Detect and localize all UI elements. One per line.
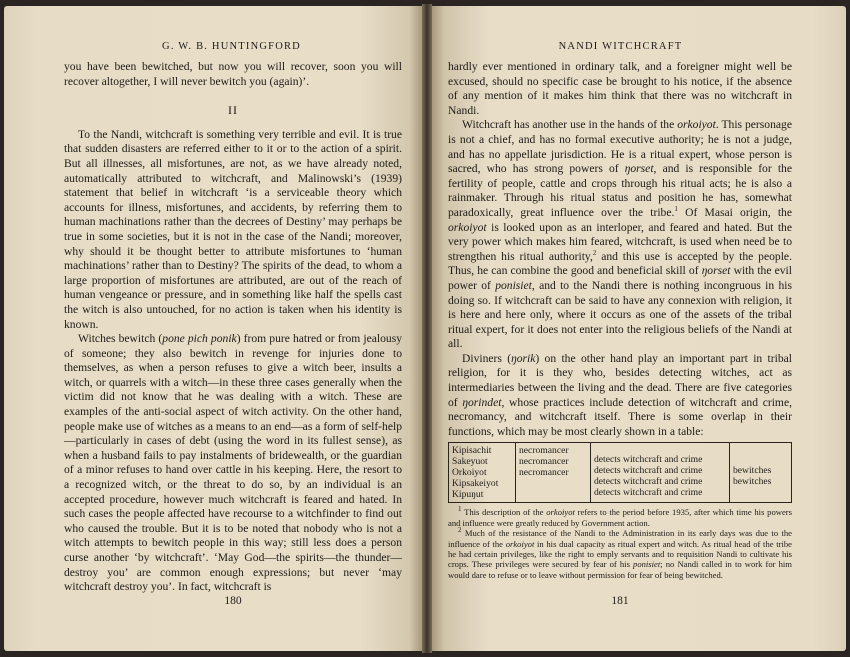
right-page-body xyxy=(448,60,792,580)
left-page-body xyxy=(64,60,402,595)
footnote-ref-1: 1 xyxy=(674,205,678,214)
footnote-1: $^1$ This description of the orkoiyot refers to the period before 1935, after which time his powers and influence were greatly reduced by Government action. xyxy=(448,505,792,528)
section-number: II xyxy=(228,103,238,118)
footnote-ref-2: 2 xyxy=(592,248,597,257)
right-page xyxy=(432,6,846,651)
paragraph-continuation: hardly ever mentioned in ordinary talk, and a foreigner might well be excused, should no specific case be brought to his notice, if the absence of any mention of it makes him think that there was no witchcraft in Nandi. xyxy=(448,60,792,117)
book-gutter xyxy=(422,4,432,653)
running-head-left: G. W. B. HUNTINGFORD xyxy=(162,41,301,52)
necromancer-column: necromancer necromancer necromancer xyxy=(516,443,591,503)
left-page xyxy=(4,6,422,651)
opening-paragraph: you have been bewitched, but now you will recover, soon you will recover altogether, I will never bewitch you (again)’. xyxy=(64,60,402,88)
names-column: Kipisachit Sakeyuot Orkoiyot Kipsakeiyot Kipuŋut xyxy=(449,443,516,503)
page-number-right: 181 xyxy=(611,595,629,607)
paragraph-diviners: Diviners (ŋorik) on the other hand play an important part in tribal religion, for it is they who, besides detecting witches, act as intermediaries between the living and the dead. There are five categories of ŋorindet, whose practices include detection of witchcraft and crime, necromancy, and witchcraft itself. There is some overlap in their functions, which may be most clearly shown in a table: xyxy=(448,351,793,438)
footnote-2: $^2$ Much of the resistance of the Nandi to the Administration in its early days was due to the influence of the orkoiyot in his dual capacity as ritual expert and witch. As ritual head of the tribe he had certain privileges, like the right to emply servants and to requisition Nandi to cultivate his crops. These privileges were secured by fear of his ponisiet; no Nandi called in to work for him would dare to refuse or to leave without permission for fear of being bewitched. xyxy=(448,526,792,580)
diviner-categories-table xyxy=(448,442,792,503)
term-pone-pich-ponik: pone pich ponik xyxy=(162,332,237,346)
table-row xyxy=(449,443,792,503)
paragraph-witches-bewitch: Witches bewitch (pone pich ponik) from pure hatred or from jealousy of someone; they also bewitch in revenge for injuries done to themselves, as when a person refuses to give a witch beer, insults a witch, or quarrels with a witch—in these three cases generally when the victim did not know that he was dealing with a witch. These are examples of the anti-social aspect of witch activity. On the other hand, people make use of witches as a means to an end—as a form of self-help—particularly in cases of debt (using the word in its fullest sense), as when a husband fails to pay instalments of bridewealth, or the guardian of a minor refuses to hand over cattle in his keeping. Here, the resort to a recognized witch, or the threat to do so, by an individual is an accepted procedure, however much witchcraft is feared and hated. In such cases the people affected have recourse to a witchfinder to find out who caused the trouble. But it is to be noted that nobody who is not a witch attempts to bewitch people in this way; still less does a person curse another ‘by witchcraft’. ‘May God—the spirits—the thunder—destroy you’ are common enough expressions; but never ‘may witchcraft destroy you’. In fact, witchcraft is xyxy=(64,332,403,594)
paragraph-orkoiyot: Witchcraft has another use in the hands of the orkoiyot. This personage is not a chief, and has no formal executive authority; he is not a judge, and has no appellate jurisdiction. He is a ritual expert, whose person is sacred, who has strong powers of ŋorset, and is responsible for the fertility of people, cattle and crops through his ritual acts; he is also a rainmaker. Through his ritual status and position he has, somewhat paradoxically, great influence over the tribe.$^1$ Of Masai origin, the orkoiyot is looked upon as an interloper, and feared and hated. But the very power which makes him feared, witchcraft, is used when need be to strengthen his ritual authority,$^2$ and this use is accepted by the people. Thus, he can combine the good and beneficial skill of ŋorset with the evil power of ponisiet, and to the Nandi there is nothing incongruous in his doing so. If witchcraft can be said to have any connexion with religion, it is here and here only, where it occurs as one of the assets of the tribal ritual expert, for it does not enter into the religious beliefs of the Nandi at all. xyxy=(448,118,792,351)
bewitches-column: bewitches bewitches xyxy=(730,443,792,503)
detects-column: detects witchcraft and crime detects witchcraft and crime detects witchcraft and crime detects witchcraft and crime xyxy=(591,443,730,503)
running-head-right: NANDI WITCHCRAFT xyxy=(558,41,683,52)
footnotes xyxy=(448,507,792,580)
page-number-left: 180 xyxy=(224,595,242,607)
paragraph-witchcraft-evil: To the Nandi, witchcraft is something very terrible and evil. It is true that sudden disasters are referred either to it or to the action of a spirit. But all illnesses, all misfortunes, are not, as we have already noted, automatically attributed to witchcraft, and Malinowski’s (1939) statement that belief in witchcraft ‘is a serviceable theory which accounts for illness, misfortunes, and accidents, by referring them to human machinations rather than the decrees of Destiny’ may perhaps be true in some societies, but it is not in the case of the Nandi; moreover, why should it be thought better to attribute misfortunes to ‘human machinations’ rather than to Destiny? The spirits of the dead, to whom a large proportion of misfortunes are attributed, are out of the reach of human vengeance or pressure, and in something like half the spells cast the witch is also untouched, for no action is taken when his identity is known. xyxy=(64,127,402,331)
